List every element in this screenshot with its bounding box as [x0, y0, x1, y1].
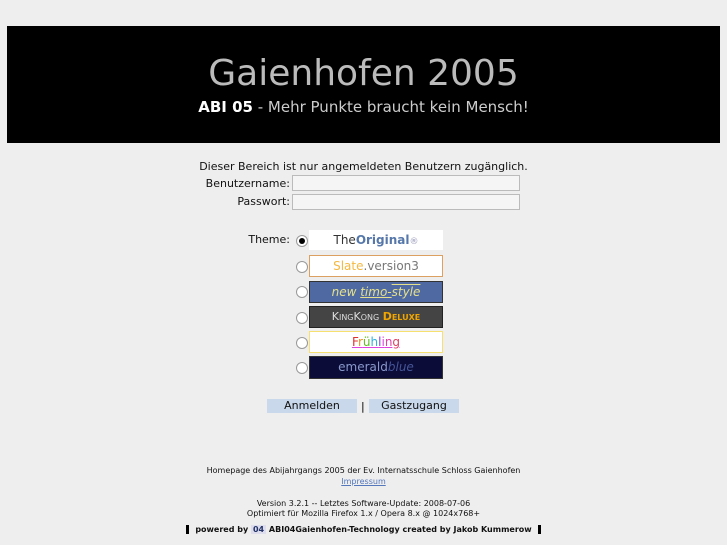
- technology-credit: ABI04Gaienhofen-Technology created by Jakob Kummerow: [269, 525, 541, 534]
- footer-powered: [0, 525, 727, 534]
- subtitle-text: - Mehr Punkte braucht kein Mensch!: [252, 98, 529, 116]
- site-title: Gaienhofen 2005: [208, 53, 519, 94]
- footer-version: Version 3.2.1 -- Letztes Software-Update: 2008-07-06: [256, 499, 471, 508]
- login-notice: Dieser Bereich ist nur angemeldeten Benutzern zugänglich.: [199, 160, 528, 173]
- footer-optimized: Optimiert für Mozilla Firefox 1.x / Opera 8.x @ 1024x768+: [246, 509, 481, 518]
- username-label: Benutzername:: [205, 177, 290, 190]
- abi04-logo-icon: 04: [252, 525, 265, 534]
- site-header: [7, 26, 720, 143]
- guest-button[interactable]: Gastzugang: [369, 399, 459, 413]
- theme-slate[interactable]: Slate.version3: [309, 255, 443, 277]
- login-button[interactable]: Anmelden: [267, 399, 357, 413]
- theme-kingkong[interactable]: KingKong Deluxe: [309, 306, 443, 328]
- theme-radio-kingkong[interactable]: [296, 312, 308, 324]
- subtitle-bold: ABI 05: [198, 98, 253, 116]
- site-subtitle: [7, 98, 720, 116]
- password-label: Passwort:: [237, 195, 290, 208]
- theme-radio-timo[interactable]: [296, 286, 308, 298]
- theme-timo[interactable]: new timo-style: [309, 281, 443, 303]
- impressum-link[interactable]: Impressum: [341, 477, 386, 486]
- footer-description: Homepage des Abijahrgangs 2005 der Ev. Internatsschule Schloss Gaienhofen: [206, 466, 521, 475]
- theme-radio-fruehling[interactable]: [296, 337, 308, 349]
- theme-original[interactable]: TheOriginal®: [309, 230, 443, 250]
- powered-by-text: powered by: [186, 525, 248, 534]
- theme-radio-emerald[interactable]: [296, 362, 308, 374]
- theme-radio-original[interactable]: [296, 235, 308, 247]
- button-separator: |: [361, 400, 365, 413]
- username-input[interactable]: [292, 175, 520, 191]
- password-input[interactable]: [292, 194, 520, 210]
- theme-label: Theme:: [248, 233, 290, 246]
- theme-fruehling[interactable]: Frühling: [309, 331, 443, 353]
- theme-radio-slate[interactable]: [296, 261, 308, 273]
- theme-emerald[interactable]: emeraldblue: [309, 356, 443, 379]
